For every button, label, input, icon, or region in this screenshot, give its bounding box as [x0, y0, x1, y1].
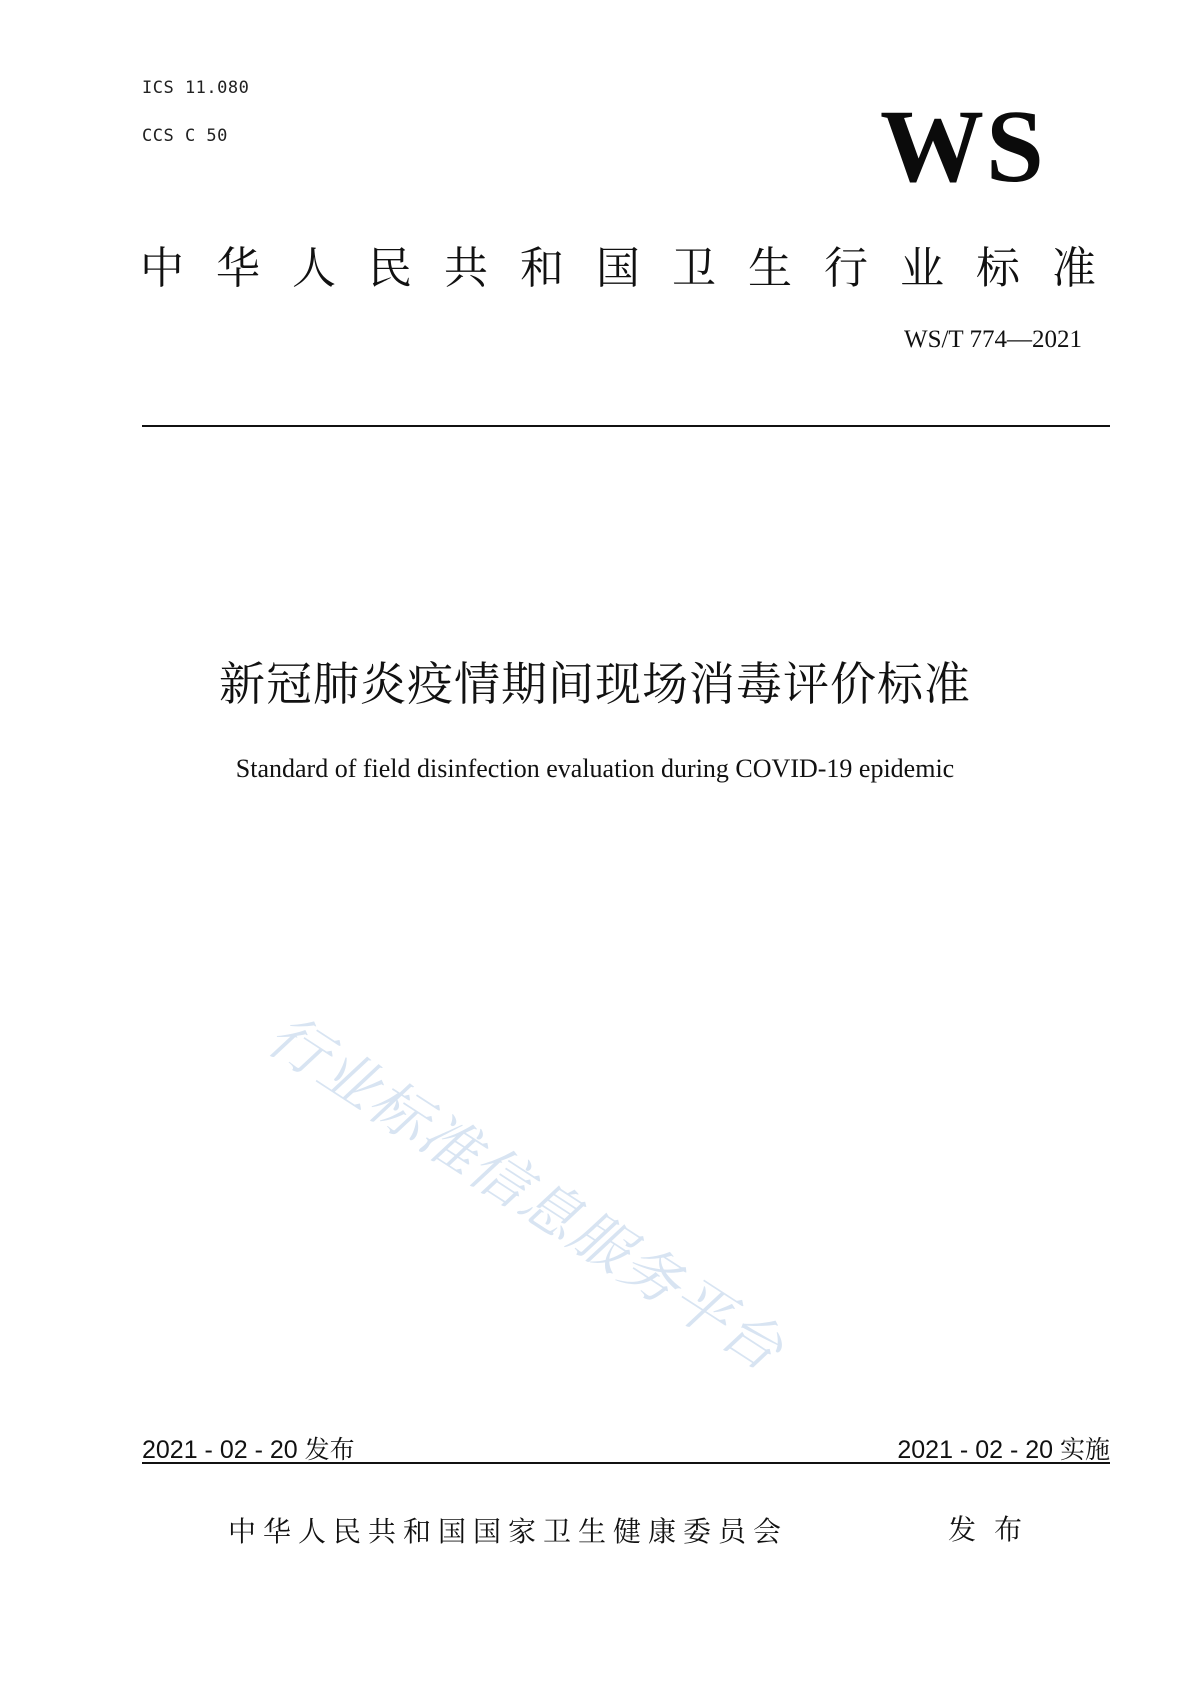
bottom-divider	[142, 1462, 1110, 1464]
ws-logo: WS	[880, 89, 1046, 204]
document-title-chinese: 新冠肺炎疫情期间现场消毒评价标准	[219, 657, 971, 711]
watermark: 行业标准信息服务平台	[255, 1000, 797, 1385]
standard-number: WS/T 774—2021	[903, 326, 1082, 353]
ics-code: ICS 11.080	[142, 78, 250, 98]
issuing-authority: 中华人民共和国国家卫生健康委员会	[228, 1515, 789, 1548]
ccs-code: CCS C 50	[142, 126, 228, 146]
effective-date: 2021 - 02 - 20 实施	[897, 1436, 1110, 1464]
top-divider	[142, 425, 1110, 427]
publish-date: 2021 - 02 - 20 发布	[142, 1436, 355, 1464]
standard-category-heading: 中华人民共和国卫生行业标准	[140, 243, 1128, 294]
issue-label: 发布	[948, 1513, 1041, 1546]
document-title-english: Standard of field disinfection evaluation during COVID-19 epidemic	[235, 754, 955, 783]
